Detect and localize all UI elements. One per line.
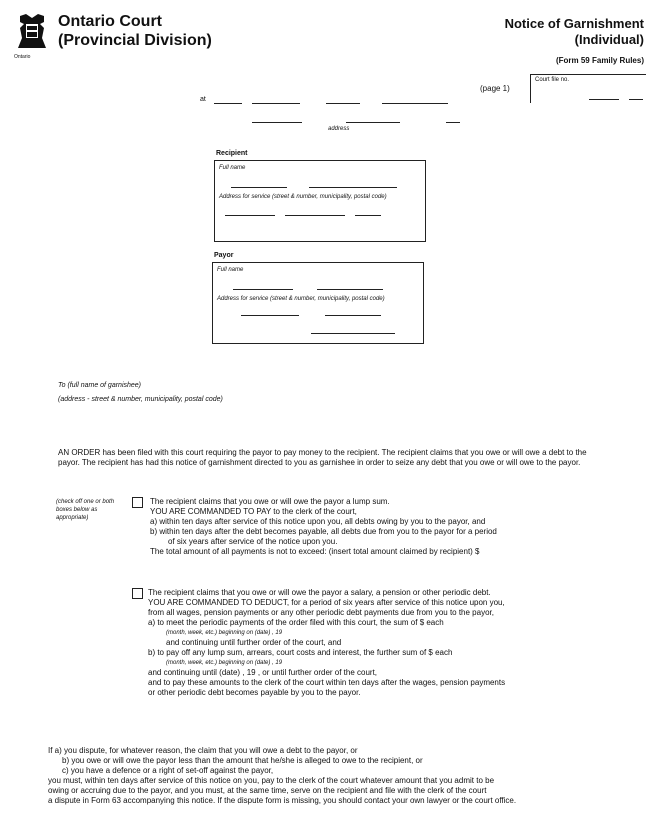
recipient-address-label: Address for service (street & number, municipality, postal code) [219,194,387,200]
periodic-payment-clerk-cont: or other periodic debt becomes payable by you to the payor. [148,688,361,697]
court-file-number-label: Court file no. [535,77,570,83]
at-label: at [200,96,206,103]
page-number: (page 1) [480,84,510,93]
court-file-number-field[interactable] [530,74,646,103]
lump-sum-item-b: b) within ten days after the debt becomes payable, all debts due from you to the payor for a period [150,527,497,536]
periodic-item-b-frequency: (month, week, etc.) beginning on (date) , 19 [166,660,283,666]
periodic-sources: from all wages, pension payments or any other periodic debt payments due from you to the payor, [148,608,494,617]
recipient-box [214,160,426,242]
logo-caption: Ontario [14,54,31,60]
lump-sum-item-a: a) within ten days after service of this notice upon you, all debts owing by you to the payor, and [150,517,486,526]
dispute-item-b: b) you owe or will owe the payor less than the amount that he/she is alleged to owe to the recipient, or [62,756,423,765]
lump-sum-total: The total amount of all payments is not to exceed: (insert total amount claimed by recipient) $ [150,547,480,556]
payor-box [212,262,424,344]
court-name-line1: Ontario Court [58,13,162,30]
dispute-item-a: If a) you dispute, for whatever reason, the claim that you will owe a debt to the payor, or [48,746,358,755]
lump-sum-section [150,497,610,557]
lump-sum-claim: The recipient claims that you owe or will owe the payor a lump sum. [150,497,390,506]
periodic-item-a-cont: and continuing until further order of the court, and [166,638,342,647]
court-name [58,12,212,50]
court-location-field[interactable] [214,103,242,104]
lump-sum-command: YOU ARE COMMANDED TO PAY to the clerk of the court, [150,507,357,516]
payor-full-name-label: Full name [217,267,244,273]
recipient-full-name-label: Full name [219,165,246,171]
garnishee-name-label: To (full name of garnishee) [58,382,142,389]
garnishee-address-label: (address - street & number, municipality, postal code) [58,396,223,403]
check-instruction: (check off one or both boxes below as appropriate) [56,499,115,521]
dispute-instruction-2: owing or accruing due to the payor, and you must, at the same time, serve on the recipient and file with the clerk of the court [48,786,487,795]
dispute-instruction-1: you must, within ten days after service of this notice on you, pay to the clerk of the court whatever amount that you admit to be [48,776,495,785]
form-title-line1: Notice of Garnishment [504,16,644,31]
court-name-line2: (Provincial Division) [58,32,212,49]
dispute-item-c: c) you have a defence or a right of set-off against the payor, [62,766,274,775]
payor-address-field[interactable] [241,315,299,316]
lump-sum-checkbox[interactable] [132,497,143,508]
payor-full-name-field[interactable] [233,289,293,290]
lump-sum-item-b-cont: of six years after service of the notice upon you. [168,537,338,546]
recipient-full-name-field[interactable] [231,187,287,188]
court-address-field[interactable] [252,122,302,123]
periodic-debt-checkbox[interactable] [132,588,143,599]
form-title [505,16,644,48]
address-caption: address [328,126,350,132]
recipient-heading: Recipient [216,150,248,157]
payor-heading: Payor [214,252,234,259]
periodic-payment-clerk: and to pay these amounts to the clerk of the court within ten days after the wages, pension payments [148,678,506,687]
periodic-claim: The recipient claims that you owe or will owe the payor a salary, a pension or other periodic debt. [148,588,491,597]
periodic-item-a-frequency: (month, week, etc.) beginning on (date) , 19 [166,630,283,636]
form-title-line2: (Individual) [574,32,644,47]
payor-address-label: Address for service (street & number, municipality, postal code) [217,296,385,302]
periodic-item-b-until: and continuing until (date) , 19 , or until further order of the court, [148,668,378,677]
ontario-coat-of-arms-logo [14,12,50,52]
intro-paragraph: AN ORDER has been filed with this court requiring the payor to pay money to the recipient. The recipient claims that you owe or will owe a debt to the payor. The recipient has had this notice of garnishment directed to you as garnishee in order to seize any debt that you owe or will owe to the payor. [58,448,587,467]
dispute-section [48,746,608,806]
recipient-address-field[interactable] [225,215,275,216]
dispute-instruction-3: a dispute in Form 63 accompanying this notice. If the dispute form is missing, you should contact your own lawyer or the court office. [48,796,517,805]
periodic-item-b: b) to pay off any lump sum, arrears, court costs and interest, the further sum of $ each [148,648,453,657]
periodic-command: YOU ARE COMMANDED TO DEDUCT, for a period of six years after service of this notice upon you, [148,598,505,607]
periodic-section [148,588,610,698]
form-reference: (Form 59 Family Rules) [555,56,644,65]
periodic-item-a: a) to meet the periodic payments of the order filed with this court, the sum of $ each [148,618,444,627]
